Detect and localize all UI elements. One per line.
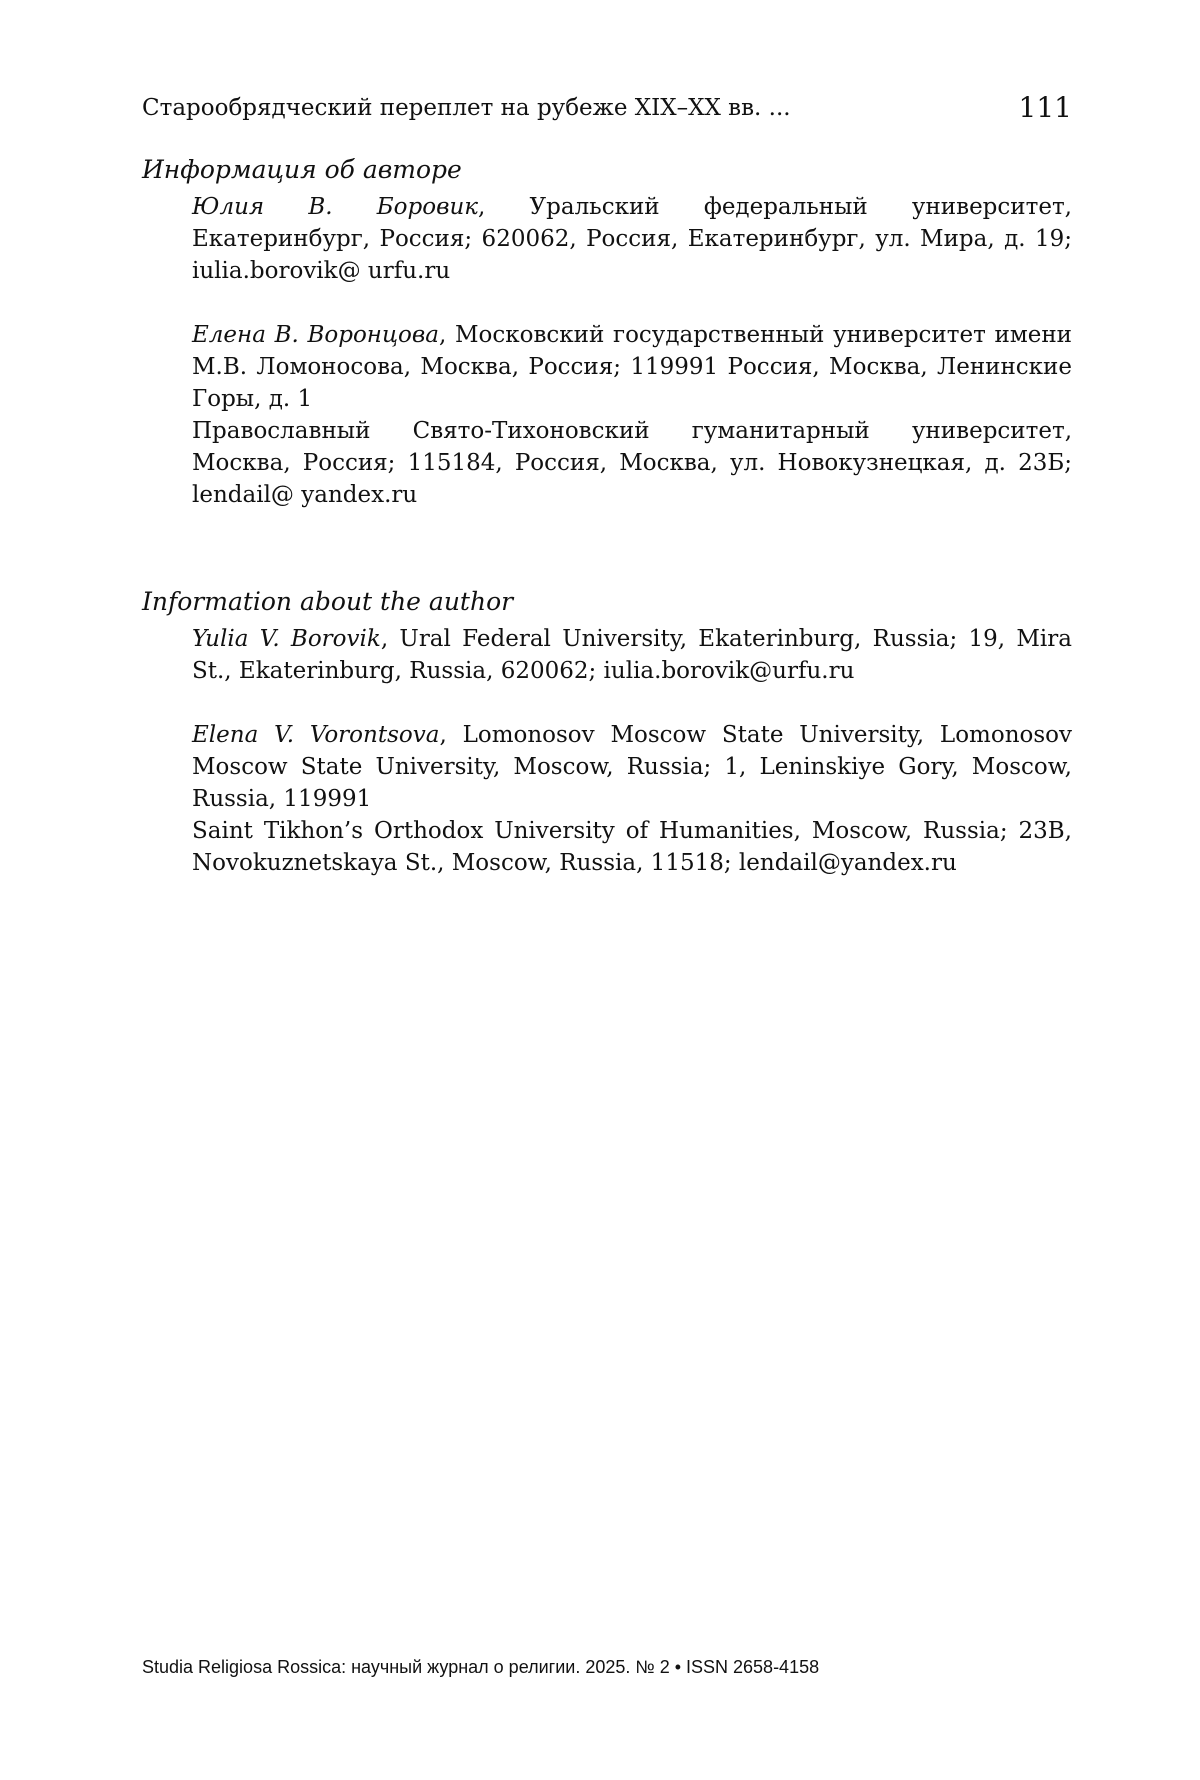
author-name: Yulia V. Borovik (192, 626, 381, 652)
affiliation-text: , Ural Federal University, Ekaterinburg, Russia; 19, Mira St., Ekaterinburg, Russia, 620062; iulia.borovik@urfu.ru (192, 626, 1072, 684)
affiliation-text: , Московский государственный университет имени М.В. Ломоносова, Москва, Россия; 119991 Россия, Москва, Ленинские Горы, д. 1 (192, 322, 1072, 412)
author-name: Елена В. Воронцова (192, 322, 439, 348)
running-head-title: Старообрядческий переплет на рубеже XIX–XX вв. ... (142, 95, 791, 121)
author-entry (192, 191, 1072, 287)
affiliation-text: , Уральский федеральный университет, Екатеринбург, Россия; 620062, Россия, Екатеринбург, ул. Мира, д. 19; iulia.borovik@ urfu.ru (192, 194, 1072, 284)
running-head (142, 88, 1072, 128)
author-info-section-en (142, 585, 1072, 879)
author-name: Elena V. Vorontsova (192, 722, 440, 748)
author-affiliation (192, 719, 1072, 815)
author-affiliation-secondary: Православный Свято-Тихоновский гуманитарный университет, Москва, Россия; 115184, Россия, Москва, ул. Новокузнецкая, д. 23Б; lendail@ yandex.ru (192, 418, 1072, 508)
journal-footer: Studia Religiosa Rossica: научный журнал о религии. 2025. № 2 • ISSN 2658-4158 (142, 1657, 820, 1677)
author-affiliation (192, 319, 1072, 415)
author-affiliation (192, 191, 1072, 287)
author-entry (192, 719, 1072, 879)
author-entry (192, 319, 1072, 511)
author-info-section-ru (142, 153, 1072, 511)
author-entry (192, 623, 1072, 687)
page-number: 111 (1018, 91, 1072, 124)
page (142, 0, 1072, 1780)
author-affiliation-secondary: Saint Tikhon’s Orthodox University of Humanities, Moscow, Russia; 23B, Novokuznetskaya St., Moscow, Russia, 11518; lendail@yandex.ru (192, 818, 1072, 876)
author-affiliation (192, 623, 1072, 687)
author-name: Юлия В. Боровик (192, 194, 478, 220)
section-heading-en: Information about the author (142, 587, 514, 616)
affiliation-text: , Lomonosov Moscow State University, Lomonosov Moscow State University, Moscow, Russia; 1, Leninskiye Gory, Moscow, Russia, 119991 (192, 722, 1073, 812)
section-heading-ru: Информация об авторе (142, 155, 462, 184)
